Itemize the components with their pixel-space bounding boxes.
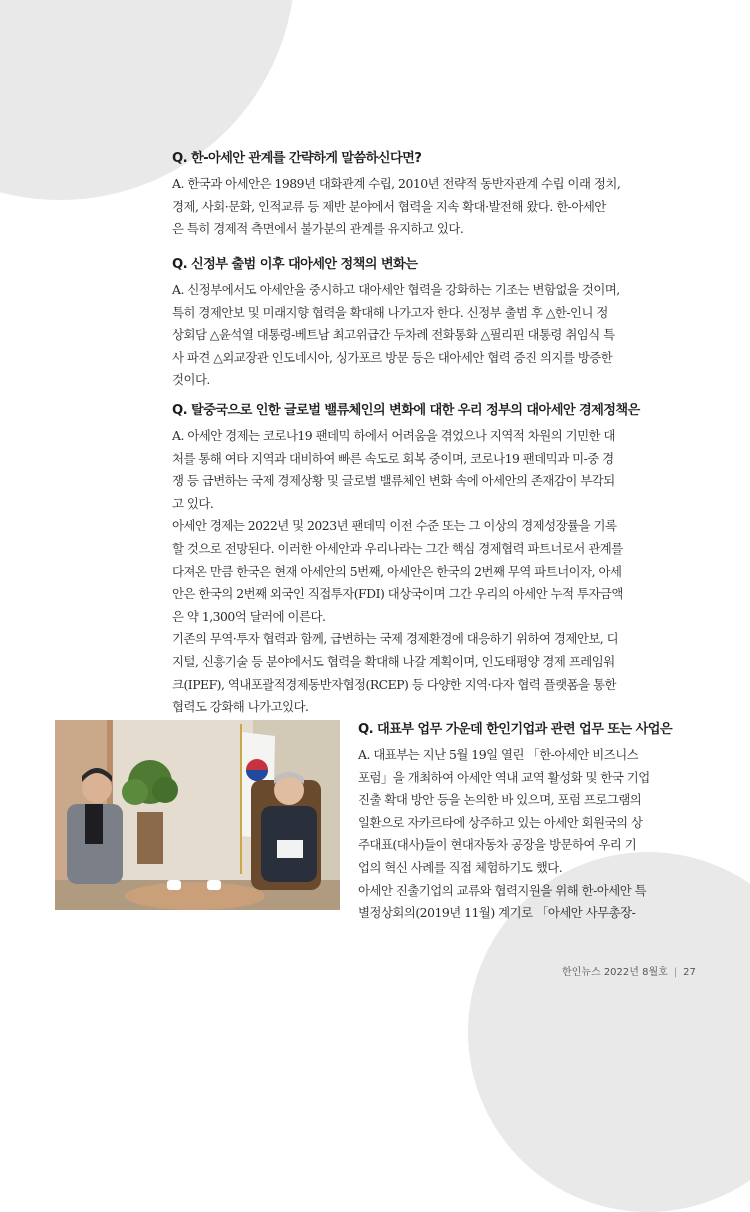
text-line: 쟁 등 급변하는 국제 경제상황 및 글로벌 밸류체인 변화 속에 아세안의 존재감이 부각되 — [172, 473, 615, 489]
text-line: 특히 경제안보 및 미래지향 협력을 확대해 나가고자 한다. 신정부 출범 후 △한-인니 정 — [172, 304, 608, 320]
publication-name: 한인뉴스 2022년 8월호 — [562, 967, 668, 978]
text-line: 할 것으로 전망된다. 이러한 아세안과 우리나라는 그간 핵심 경제협력 파트너로서 관계를 — [172, 540, 623, 556]
question-heading: Q. 탈중국으로 인한 글로벌 밸류체인의 변화에 대한 우리 정부의 대아세안 경제정책은 — [172, 403, 640, 418]
text-line: 진출 확대 방안 등을 논의한 바 있으며, 포럼 프로그램의 — [358, 792, 642, 808]
text-line: A. 신정부에서도 아세안을 중시하고 대아세안 협력을 강화하는 기조는 변함없을 것이며, — [172, 282, 620, 297]
text-line: 별정상회의(2019년 11월) 계기로 「아세안 사무총장- — [358, 905, 636, 921]
answer-paragraph — [172, 173, 694, 241]
page-footer — [562, 963, 696, 978]
text-line: 다져온 만큼 한국은 현재 아세안의 5번째, 아세안은 한국의 2번째 무역 파트너이자, 아세 — [172, 563, 622, 579]
text-line: 안은 한국의 2번째 외국인 직접투자(FDI) 대상국이며 그간 우리의 아세안 누적 투자금액 — [172, 586, 623, 602]
text-line: 일환으로 자카르타에 상주하고 있는 아세안 회원국의 상 — [358, 814, 643, 830]
text-line: 기존의 무역·투자 협력과 함께, 급변하는 국제 경제환경에 대응하기 위하여 경제안보, 디 — [172, 631, 619, 647]
question-heading: Q. 신정부 출범 이후 대아세안 정책의 변화는 — [172, 257, 418, 272]
text-line: 처를 통해 여타 지역과 대비하여 빠른 속도로 회복 중이며, 코로나19 팬데믹과 미-중 경 — [172, 450, 614, 466]
meeting-photo — [55, 720, 340, 910]
text-line: 상회담 △윤석열 대통령-베트남 최고위급간 두차례 전화통화 △필리핀 대통령 취임식 특 — [172, 327, 615, 343]
text-line: 지털, 신흥기술 등 분야에서도 협력을 확대해 나갈 계획이며, 인도태평양 경제 프레임워 — [172, 653, 615, 669]
question-heading: Q. 대표부 업무 가운데 한인기업과 관련 업무 또는 사업은 — [358, 722, 673, 737]
text-line: A. 한국과 아세안은 1989년 대화관계 수립, 2010년 전략적 동반자관계 수립 이래 정치, — [172, 176, 621, 191]
qa-section-4 — [358, 719, 696, 925]
text-line: A. 아세안 경제는 코로나19 팬데믹 하에서 어려움을 겪었으나 지역적 차원의 기민한 대 — [172, 428, 615, 443]
answer-paragraph — [172, 425, 694, 719]
footer-separator: | — [673, 967, 678, 978]
text-line: 아세안 경제는 2022년 및 2023년 팬데믹 이전 수준 또는 그 이상의 경제성장률을 기록 — [172, 518, 617, 534]
text-line: 협력도 강화해 나가고있다. — [172, 699, 309, 715]
text-line: A. 대표부는 지난 5월 19일 열린 「한-아세안 비즈니스 — [358, 747, 639, 762]
qa-section-1 — [172, 148, 694, 241]
text-line: 경제, 사회·문화, 인적교류 등 제반 분야에서 협력을 지속 확대·발전해 왔다. 한-아세안 — [172, 198, 606, 214]
text-line: 것이다. — [172, 372, 210, 388]
text-line: 은 약 1,300억 달러에 이른다. — [172, 608, 326, 624]
qa-section-3 — [172, 400, 694, 719]
answer-paragraph — [172, 279, 694, 392]
text-line: 사 파견 △외교장관 인도네시아, 싱가포르 방문 등은 대아세안 협력 증진 의지를 방증한 — [172, 349, 613, 365]
text-line: 주대표(대사)들이 현대자동차 공장을 방문하여 우리 기 — [358, 837, 637, 853]
answer-paragraph — [358, 744, 696, 925]
text-line: 고 있다. — [172, 495, 214, 511]
text-line: 아세안 진출기업의 교류와 협력지원을 위해 한-아세안 특 — [358, 882, 647, 898]
text-line: 포럼」을 개최하여 아세안 역내 교역 활성화 및 한국 기업 — [358, 769, 650, 785]
qa-section-2 — [172, 254, 694, 392]
text-line: 은 특히 경제적 측면에서 불가분의 관계를 유지하고 있다. — [172, 221, 464, 237]
page-number: 27 — [683, 967, 696, 978]
question-heading: Q. 한-아세안 관계를 간략하게 말씀하신다면? — [172, 151, 422, 166]
text-line: 크(IPEF), 역내포괄적경제동반자협정(RCEP) 등 다양한 지역·다자 협력 플랫폼을 통한 — [172, 676, 616, 692]
text-line: 업의 혁신 사례를 직접 체험하기도 했다. — [358, 859, 563, 875]
